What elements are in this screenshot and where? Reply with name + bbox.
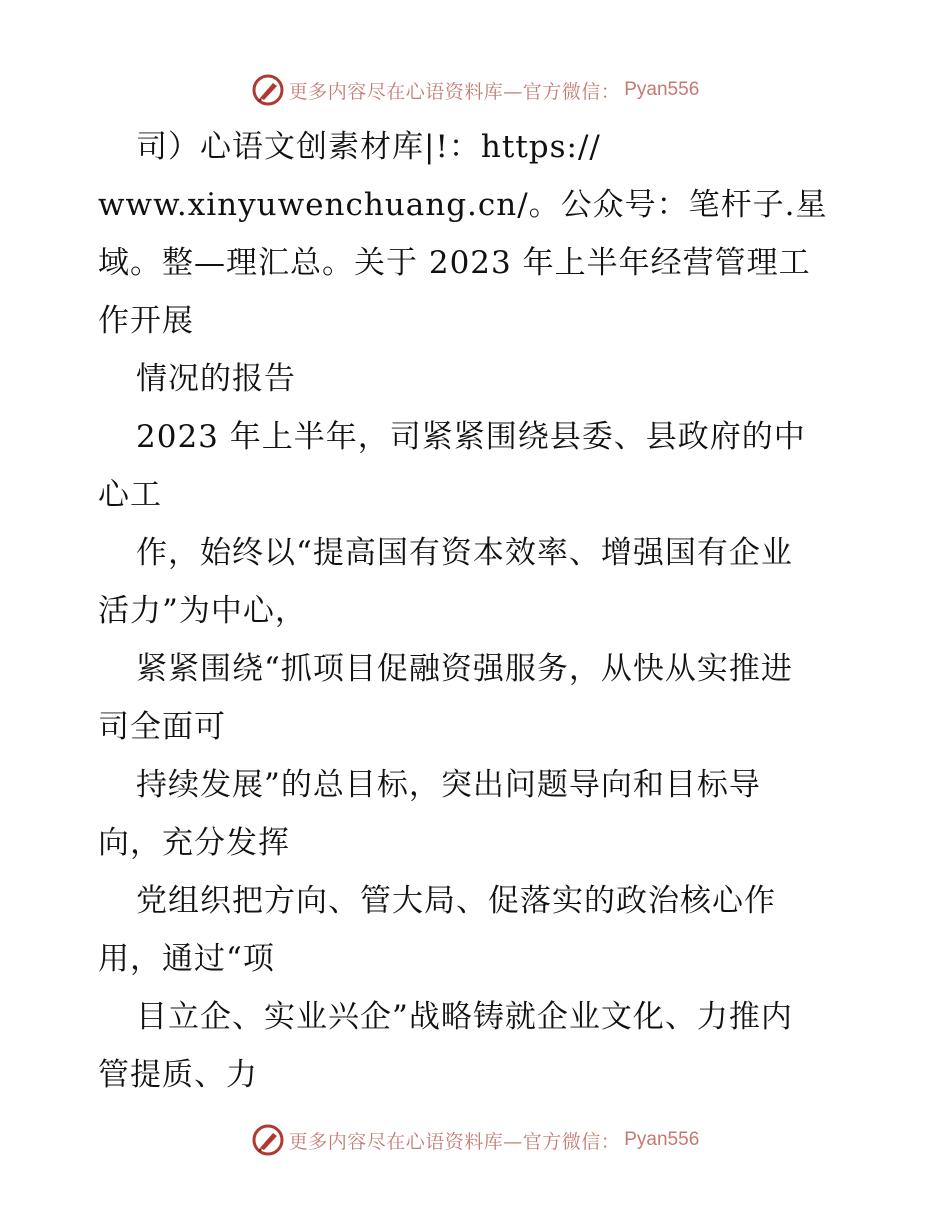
- text-line: 目立企、实业兴企”战略铸就企业文化、力推内: [136, 999, 793, 1035]
- pen-logo-icon: [251, 73, 285, 107]
- text-line: 活力”为中心，: [98, 593, 307, 629]
- text-line: 向，充分发挥: [98, 825, 290, 861]
- text-line: 司）心语文创素材库|!：https://: [136, 129, 601, 165]
- text-line: 作开展: [98, 303, 194, 339]
- text-line: 域。整—理汇总。关于 2023 年上半年经营管理工: [98, 245, 811, 281]
- text-line: 持续发展”的总目标，突出问题导向和目标导: [136, 767, 761, 803]
- banner-text: 更多内容尽在心语资料库—官方微信：: [288, 80, 621, 103]
- text-line: 司全面可: [98, 709, 226, 745]
- text-line: 紧紧围绕“抓项目促融资强服务，从快从实推进: [136, 651, 793, 687]
- pen-logo-icon: [251, 1123, 285, 1157]
- text-line: 情况的报告: [136, 361, 296, 397]
- banner-text: 更多内容尽在心语资料库—官方微信：: [288, 1130, 621, 1153]
- banner-contact: Pyan556: [624, 79, 700, 100]
- banner-contact: Pyan556: [624, 1129, 700, 1150]
- document-body: [98, 118, 858, 1104]
- text-line: 党组织把方向、管大局、促落实的政治核心作: [136, 883, 776, 919]
- text-line: www.xinyuwenchuang.cn/。公众号：笔杆子.星: [98, 187, 828, 223]
- footer-banner: [0, 1120, 950, 1160]
- text-line: 2023 年上半年，司紧紧围绕县委、县政府的中: [136, 419, 806, 455]
- header-banner: [0, 70, 950, 110]
- text-line: 作，始终以“提高国有资本效率、增强国有企业: [136, 535, 793, 571]
- text-line: 心工: [98, 477, 162, 513]
- text-line: 管提质、力: [98, 1057, 258, 1093]
- text-line: 用，通过“项: [98, 941, 275, 977]
